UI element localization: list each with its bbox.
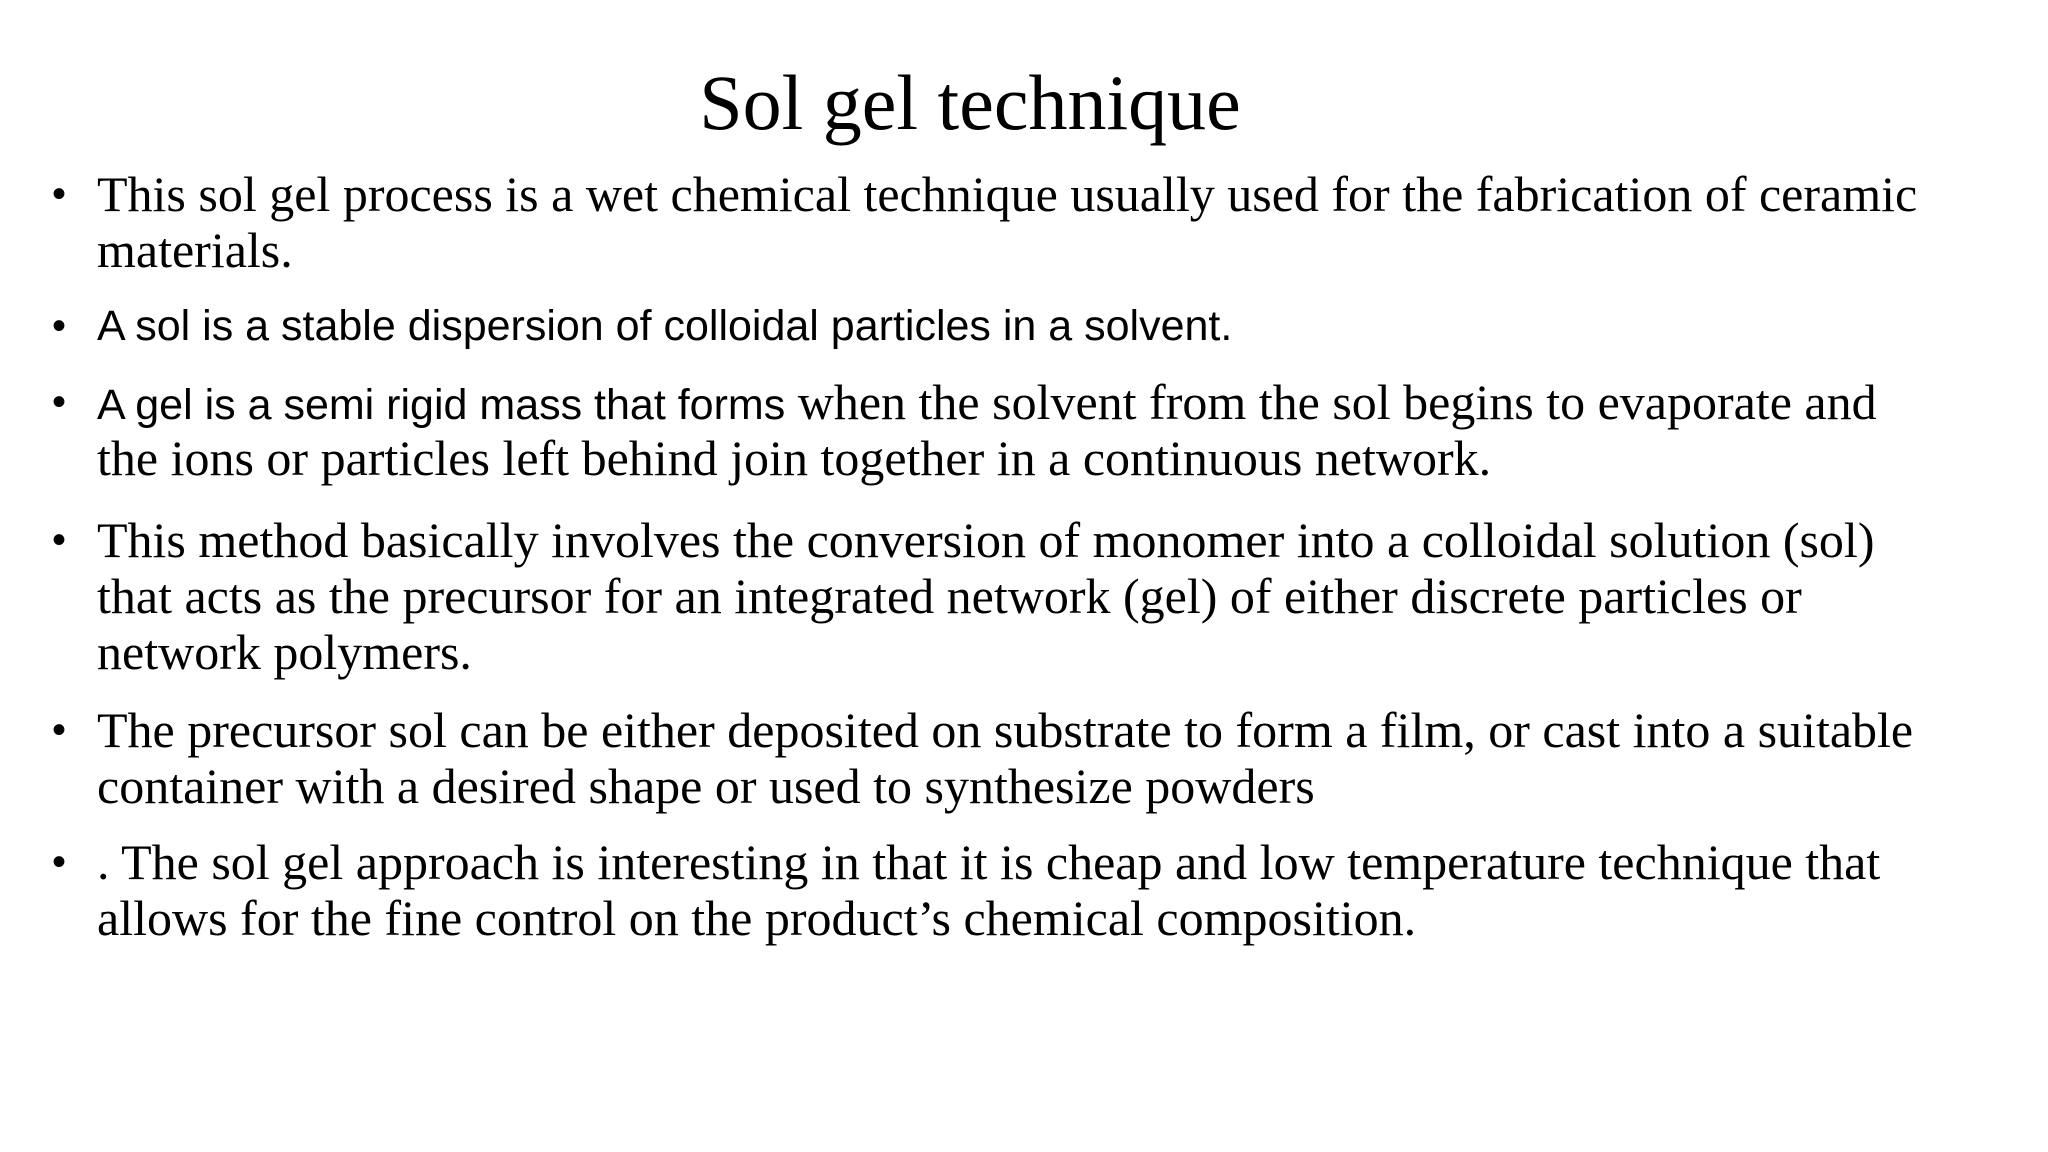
bullet-marker: • bbox=[52, 304, 67, 348]
bullet-marker: • bbox=[52, 172, 67, 216]
bullet-text-line: This method basically involves the conversion of monomer into a colloidal solution (sol) bbox=[97, 512, 1875, 568]
bullet-text-line: container with a desired shape or used to synthesize powders bbox=[97, 758, 1315, 814]
bullet-text-line: . The sol gel approach is interesting in that it is cheap and low temperature technique that bbox=[97, 834, 1881, 890]
slide-title: Sol gel technique bbox=[699, 59, 1241, 146]
bullet-text-line: the ions or particles left behind join together in a continuous network. bbox=[97, 430, 1492, 486]
bullet-text-line: network polymers. bbox=[97, 624, 472, 680]
bullet-text-line: materials. bbox=[97, 222, 293, 278]
bullet-text-line: This sol gel process is a wet chemical technique usually used for the fabrication of ceramic bbox=[97, 166, 1918, 222]
bullet-marker: • bbox=[52, 518, 67, 562]
bullet-text-line: A sol is a stable dispersion of colloidal particles in a solvent. bbox=[97, 302, 1233, 350]
bullet-text-continuation: when the solvent from the sol begins to evaporate and bbox=[785, 374, 1877, 430]
bullet-text-line: that acts as the precursor for an integrated network (gel) of either discrete particles or bbox=[97, 568, 1802, 624]
bullet-text-line: The precursor sol can be either deposited on substrate to form a film, or cast into a suitable bbox=[97, 702, 1914, 758]
bullet-lead-text: A gel is a semi rigid mass that forms bbox=[97, 381, 786, 429]
bullet-marker: • bbox=[52, 380, 67, 424]
bullet-marker: • bbox=[52, 708, 67, 752]
bullet-marker: • bbox=[52, 840, 67, 884]
bullet-text-line: allows for the fine control on the product’s chemical composition. bbox=[97, 890, 1417, 946]
bullet-text-line bbox=[97, 374, 1877, 433]
